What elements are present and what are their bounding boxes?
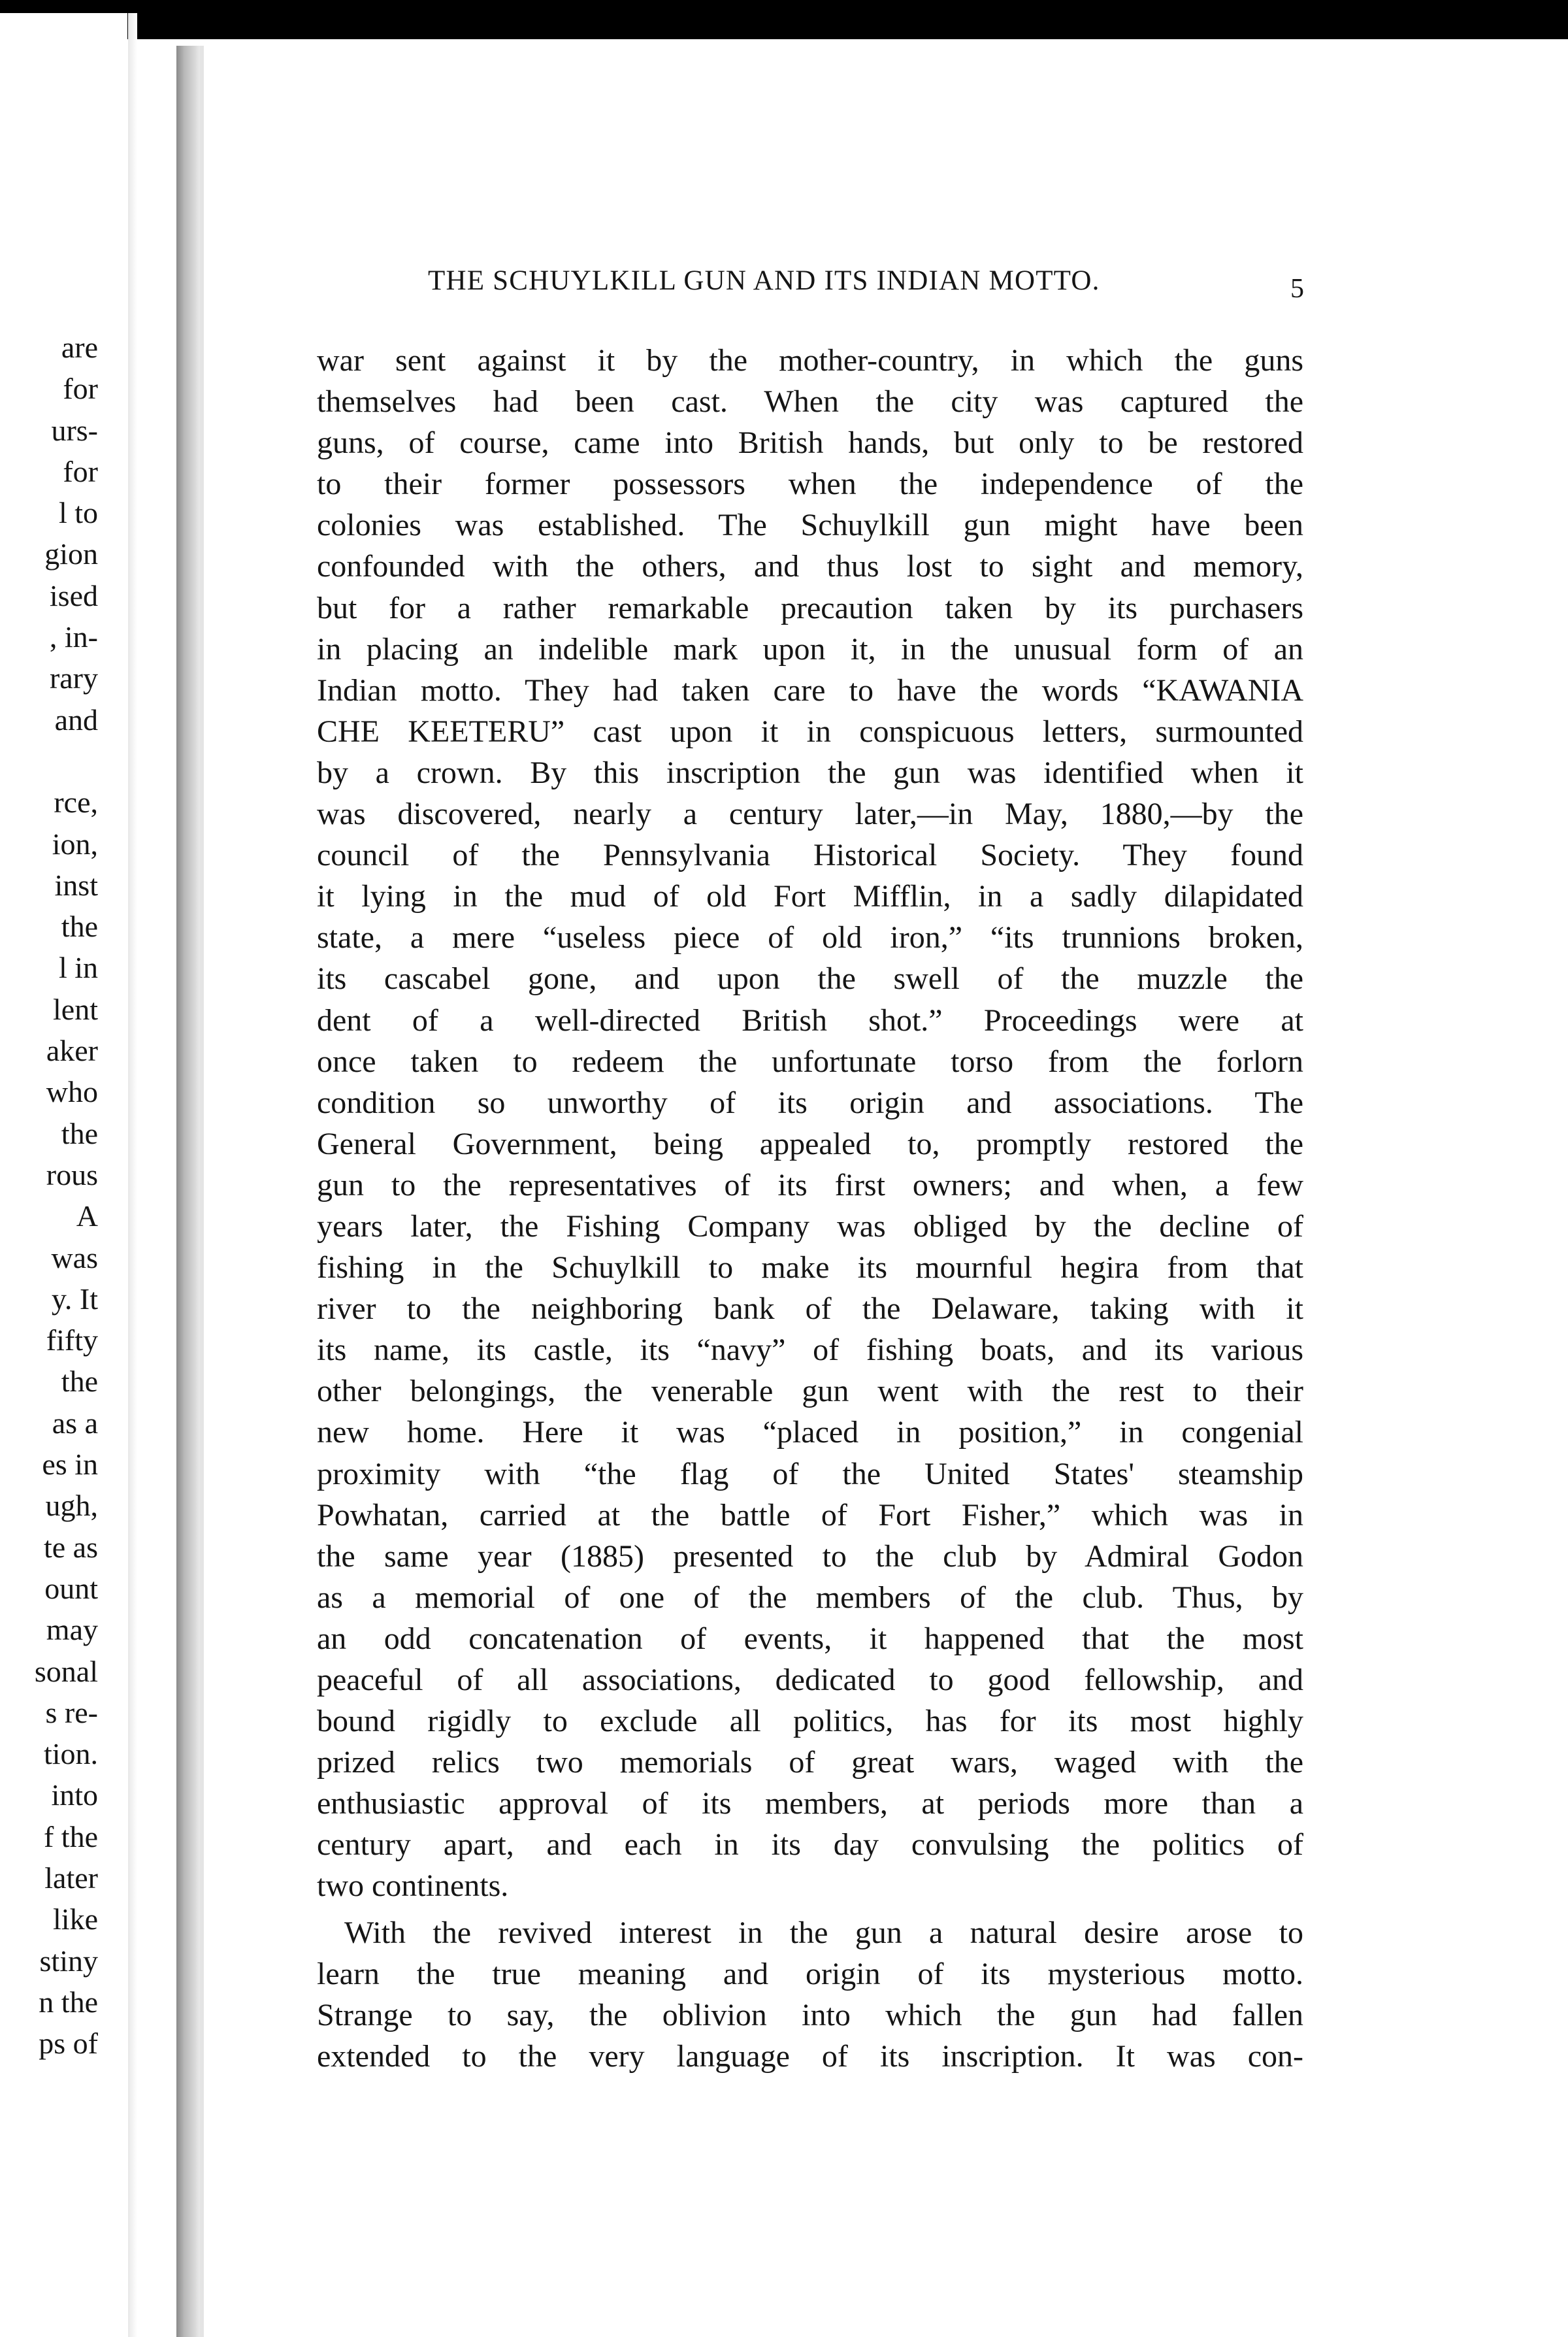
facing-page-fragment: l in [58,951,98,985]
facing-page-text-fragments [0,327,98,2064]
text-line: was discovered, nearly a century later,—in May, 1880,—by the [317,797,1303,832]
facing-page-fragment: later [44,1861,98,1895]
facing-page-fragment: the [61,1365,98,1399]
text-line: two continents. [317,1868,509,1904]
running-head: THE SCHUYLKILL GUN AND ITS INDIAN MOTTO. [428,265,1100,296]
facing-page-fragment: like [53,1902,98,1936]
text-line: river to the neighboring bank of the Delaware, taking with it [317,1291,1303,1327]
facing-page-fragment: A [76,1199,98,1233]
facing-page-fragment: ount [44,1571,98,1605]
text-line: learn the true meaning and origin of its mysterious motto. [317,1956,1303,1991]
text-line: in placing an indelible mark upon it, in the unusual form of an [317,631,1303,667]
book-gutter-edge [200,46,204,2337]
paragraph [317,1912,1303,2077]
text-line: council of the Pennsylvania Historical Society. They found [317,838,1303,873]
text-line: enthusiastic approval of its members, at periods more than a [317,1786,1303,1821]
facing-page-fragment: y. It [51,1282,98,1316]
facing-page-fragment: es in [42,1448,98,1482]
facing-page-fragment: , in- [49,620,98,654]
facing-page-fragment: ugh, [45,1489,98,1523]
text-line: years later, the Fishing Company was obliged by the decline of [317,1208,1303,1244]
facing-page-fragment: gion [44,537,98,571]
facing-page-fragment: n the [39,1985,98,2019]
text-line: its cascabel gone, and upon the swell of the muzzle the [317,961,1303,997]
facing-page-fragment: rce, [54,786,98,820]
text-line: Indian motto. They had taken care to have the words “KAWANIA [317,672,1303,708]
text-line: colonies was established. The Schuylkill gun might have been [317,508,1303,543]
facing-page-fragment [0,740,98,782]
facing-page-fragment: ps of [39,2027,98,2061]
facing-page-edge [128,13,137,2337]
text-line: CHE KEETERU” cast upon it in conspicuous letters, surmounted [317,714,1303,749]
facing-page-fragment: the [61,910,98,944]
text-line: but for a rather remarkable precaution taken by its purchasers [317,590,1303,625]
facing-page-fragment: for [63,454,98,488]
text-line: guns, of course, came into British hands, but only to be restored [317,425,1303,461]
text-line: other belongings, the venerable gun went with the rest to their [317,1374,1303,1409]
facing-page-fragment: into [51,1778,98,1812]
facing-page-fragment: sonal [34,1654,98,1688]
text-line: Strange to say, the oblivion into which the gun had fallen [317,1997,1303,2032]
body-text [317,340,1303,2077]
text-line: bound rigidly to exclude all politics, has for its most highly [317,1704,1303,1739]
facing-page-fragment: the [61,1116,98,1150]
paragraph-gap [317,1907,1303,1912]
text-line: as a memorial of one of the members of the club. Thus, by [317,1580,1303,1615]
text-line: dent of a well-directed British shot.” Proceedings were at [317,1003,1303,1038]
facing-page-fragment: te as [43,1530,98,1564]
text-line: gun to the representatives of its first owners; and when, a few [317,1167,1303,1202]
facing-page-fragment: are [61,331,98,364]
text-line: to their former possessors when the independence of the [317,467,1303,502]
text-line: themselves had been cast. When the city was captured the [317,384,1303,420]
scan-top-border [0,0,1568,39]
facing-page-fragment: s re- [45,1695,98,1729]
text-line: state, a mere “useless piece of old iron,” “its trunnions broken, [317,920,1303,955]
facing-page-fragment: aker [46,1034,98,1068]
text-line: confounded with the others, and thus lost to sight and memory, [317,549,1303,584]
text-line: century apart, and each in its day convulsing the politics of [317,1827,1303,1863]
text-line: condition so unworthy of its origin and associations. The [317,1085,1303,1120]
facing-page-fragment: was [51,1240,98,1274]
text-line: the same year (1885) presented to the club by Admiral Godon [317,1538,1303,1574]
facing-page-fragment: as a [52,1406,98,1440]
paragraph [317,340,1303,1907]
text-line: new home. Here it was “placed in position,” in congenial [317,1415,1303,1450]
facing-page-fragment: may [46,1613,98,1647]
page-number: 5 [1290,274,1304,304]
text-line: extended to the very language of its inscription. It was con- [317,2038,1303,2074]
facing-page-fragment: fifty [46,1323,98,1357]
facing-page-fragment: rous [46,1157,98,1191]
facing-page-fragment: lent [53,992,98,1026]
text-line: peaceful of all associations, dedicated to good fellowship, and [317,1663,1303,1697]
text-line: an odd concatenation of events, it happened that the most [317,1621,1303,1656]
text-line: proximity with “the flag of the United States' steamship [317,1456,1303,1491]
text-line: it lying in the mud of old Fort Mifflin, in a sadly dilapidated [317,879,1303,914]
facing-page-fragment: for [63,372,98,406]
facing-page-fragment: ion, [52,827,98,861]
text-line: With the revived interest in the gun a natural desire arose to [344,1915,1303,1950]
facing-page-fragment: who [46,1075,98,1109]
facing-page-fragment: urs- [51,413,98,447]
text-line: once taken to redeem the unfortunate torso from the forlorn [317,1044,1303,1079]
facing-page-fragment: and [54,703,98,737]
facing-page-fragment: tion. [43,1737,98,1771]
facing-page-fragment: l to [58,496,98,530]
text-line: fishing in the Schuylkill to make its mournful hegira from that [317,1250,1303,1285]
book-gutter [176,46,203,2337]
text-line: Powhatan, carried at the battle of Fort Fisher,” which was in [317,1497,1303,1533]
text-line: by a crown. By this inscription the gun was identified when it [317,755,1303,790]
text-line: General Government, being appealed to, promptly restored the [317,1126,1303,1161]
facing-page-fragment: inst [54,868,98,902]
text-line: its name, its castle, its “navy” of fishing boats, and its various [317,1333,1303,1368]
facing-page-fragment: stiny [39,1944,98,1978]
facing-page-fragment: rary [49,661,98,695]
text-line: prized relics two memorials of great wars, waged with the [317,1745,1303,1780]
facing-page-fragment: f the [43,1819,98,1853]
text-line: war sent against it by the mother-country, in which the guns [317,343,1303,378]
facing-page-fragment: ised [49,578,98,612]
